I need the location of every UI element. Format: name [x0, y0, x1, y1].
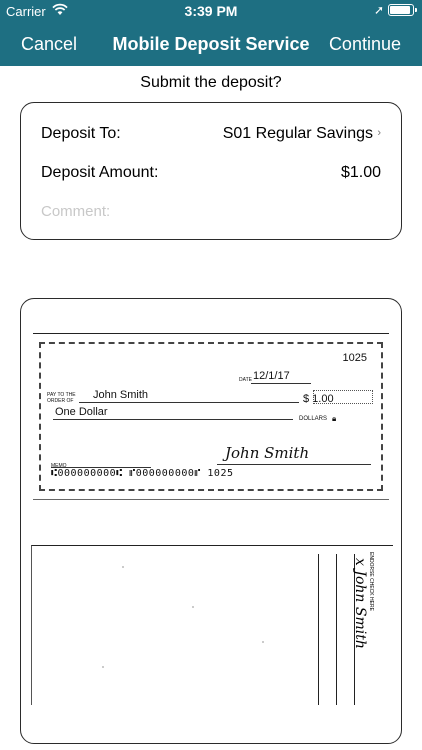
- signature-line: [217, 464, 371, 465]
- status-time: 3:39 PM: [184, 3, 238, 19]
- lock-icon: 🔒︎: [332, 414, 337, 423]
- amount-words-line: [53, 419, 293, 420]
- deposit-amount-label: Deposit Amount:: [41, 164, 159, 181]
- page-title: Mobile Deposit Service: [112, 34, 310, 54]
- deposit-to-value: S01 Regular Savings: [222, 125, 373, 142]
- scan-speck: [192, 606, 194, 608]
- continue-button[interactable]: Continue: [328, 34, 401, 54]
- payee-line: [79, 402, 299, 403]
- cancel-button[interactable]: Cancel: [21, 34, 78, 54]
- check-back-image: [31, 545, 393, 705]
- amount-box: [313, 390, 373, 404]
- endorse-line: [318, 554, 319, 705]
- date-label: DATE: [239, 377, 252, 383]
- nav-bar: [0, 22, 422, 66]
- date-line: [251, 383, 311, 384]
- endorsement-signature: x John Smith: [352, 558, 368, 649]
- app-header: [0, 0, 422, 66]
- check-amount-words: One Dollar: [55, 406, 108, 418]
- scan-speck: [262, 641, 264, 643]
- battery-icon: [388, 4, 414, 16]
- check-signature: John Smith: [225, 444, 310, 462]
- check-front-image: [33, 333, 389, 500]
- check-images-card: [20, 298, 402, 744]
- location-arrow-icon: ➚: [373, 3, 384, 17]
- deposit-to-label: Deposit To:: [41, 125, 121, 142]
- check-number: 1025: [342, 352, 367, 364]
- deposit-amount-value: $1.00: [340, 164, 381, 181]
- micr-line: ⑆000000000⑆ ⑈000000000⑈ 1025: [51, 468, 234, 479]
- deposit-details-card: [20, 102, 402, 240]
- check-amount: $ 1.00: [303, 393, 334, 405]
- scan-speck: [102, 666, 104, 668]
- endorse-label: ENDORSE CHECK HERE: [368, 552, 374, 611]
- chevron-right-icon: ›: [377, 127, 381, 139]
- status-bar: [0, 0, 422, 22]
- submit-prompt: Submit the deposit?: [140, 74, 282, 91]
- dollars-label: DOLLARS: [299, 416, 328, 422]
- pay-to-label: PAY TO THE ORDER OF: [47, 392, 76, 404]
- carrier-label: Carrier: [6, 4, 46, 19]
- check-payee: John Smith: [93, 389, 149, 401]
- endorse-line: [336, 554, 337, 705]
- scan-speck: [122, 566, 124, 568]
- comment-field[interactable]: Comment:: [41, 203, 111, 220]
- check-border: [39, 342, 383, 491]
- memo-label: MEMO: [51, 463, 67, 469]
- check-date: 12/1/17: [253, 370, 290, 382]
